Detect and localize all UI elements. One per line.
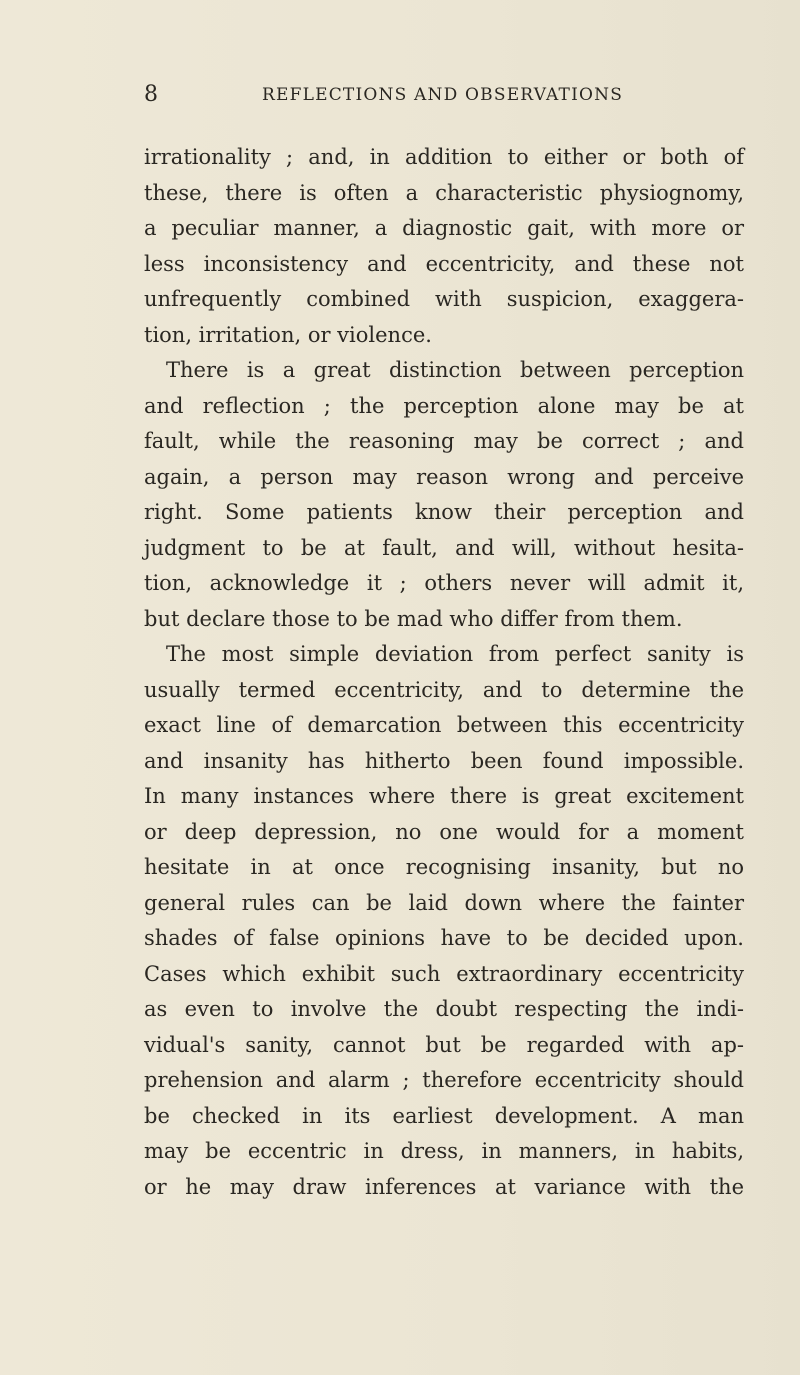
text-line: again, a person may reason wrong and perceive	[144, 464, 744, 489]
text-line: tion, irritation, or violence.	[144, 322, 432, 347]
text-line: as even to involve the doubt respecting the indi-	[144, 997, 744, 1021]
text-line: usually termed eccentricity, and to determine the	[144, 677, 744, 702]
text-line: unfrequently combined with suspicion, exaggera-	[144, 287, 744, 311]
text-line: Cases which exhibit such extraordinary eccentricity	[144, 961, 744, 986]
paragraph-start-line: The most simple deviation from perfect sanity is	[166, 642, 744, 666]
text-line: shades of false opinions have to be decided upon.	[144, 926, 744, 950]
text-line: and insanity has hitherto been found impossible.	[144, 748, 744, 773]
text-line: irrationality ; and, in addition to either or both of	[144, 145, 744, 169]
text-line: be checked in its earliest development. A man	[144, 1103, 744, 1128]
text-line: fault, while the reasoning may be correct ; and	[144, 429, 744, 453]
running-head: REFLECTIONS AND OBSERVATIONS	[262, 85, 624, 105]
text-line: general rules can be laid down where the fainter	[144, 890, 744, 915]
text-line: tion, acknowledge it ; others never will admit it,	[144, 571, 744, 595]
text-line: less inconsistency and eccentricity, and these not	[144, 251, 744, 276]
text-line: a peculiar manner, a diagnostic gait, with more or	[144, 216, 744, 240]
text-line: vidual's sanity, cannot but be regarded with ap-	[144, 1032, 744, 1057]
text-line: hesitate in at once recognising insanity, but no	[144, 855, 744, 879]
text-line: and reflection ; the perception alone may be at	[144, 393, 744, 418]
body-text	[144, 140, 744, 1205]
text-line: or he may draw inferences at variance with the	[144, 1174, 744, 1199]
text-line: these, there is often a characteristic physiognomy,	[144, 180, 744, 205]
text-line: In many instances where there is great excitement	[144, 784, 744, 808]
text-line: judgment to be at fault, and will, without hesita-	[144, 535, 744, 560]
text-line: or deep depression, no one would for a moment	[144, 819, 744, 844]
page-number: 8	[144, 82, 159, 107]
paragraph-start-line: There is a great distinction between perception	[166, 358, 744, 382]
text-line: prehension and alarm ; therefore eccentricity should	[144, 1068, 744, 1092]
text-line: but declare those to be mad who differ from them.	[144, 606, 683, 631]
text-line: right. Some patients know their perception and	[144, 500, 744, 524]
text-line: may be eccentric in dress, in manners, in habits,	[144, 1139, 744, 1163]
text-line: exact line of demarcation between this eccentricity	[144, 713, 744, 737]
page-header	[144, 82, 684, 112]
